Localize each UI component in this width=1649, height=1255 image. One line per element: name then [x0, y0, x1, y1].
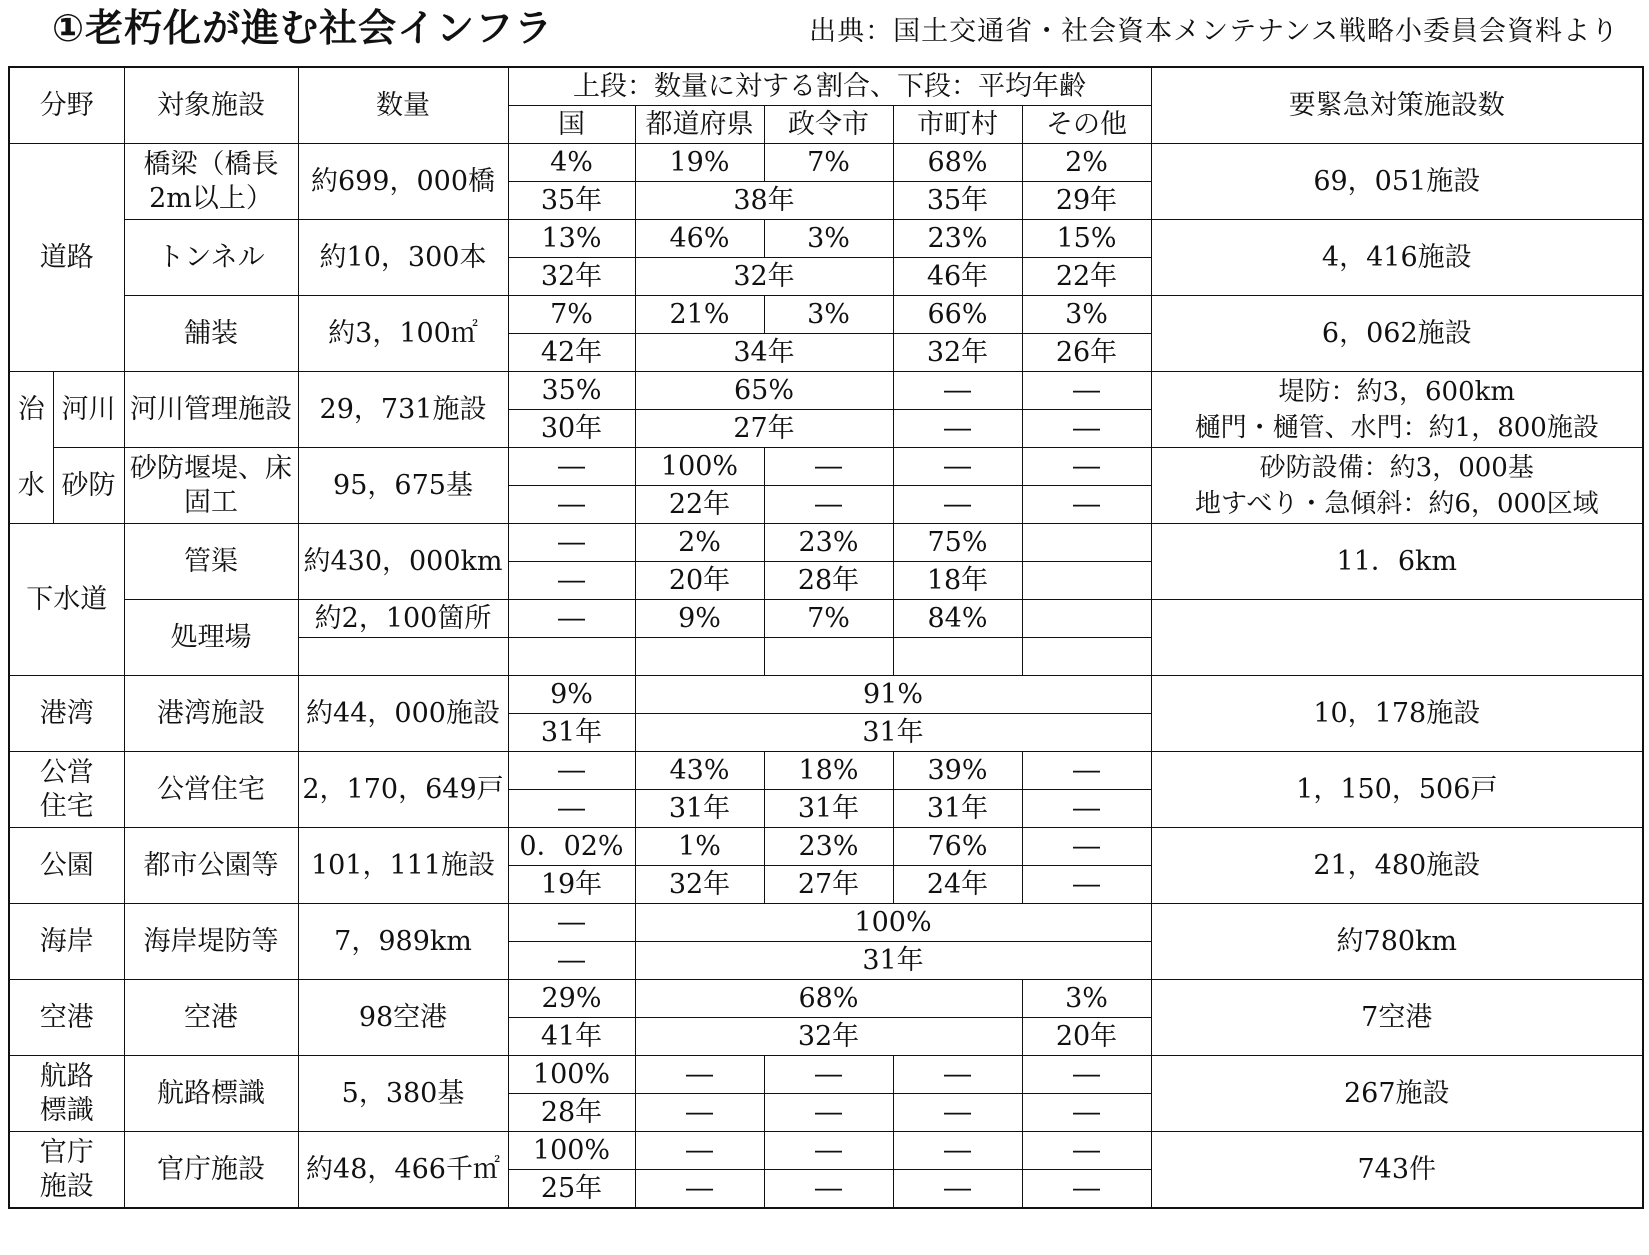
field-gov: 官庁施設 — [9, 1132, 124, 1209]
age-cell: 46年 — [893, 258, 1022, 296]
pct-cell: 3% — [764, 220, 893, 258]
empty-cell — [1022, 600, 1151, 638]
pct-cell: 0．02% — [508, 828, 635, 866]
age-cell: 28年 — [764, 562, 893, 600]
pct-cell: 100% — [508, 1056, 635, 1094]
pct-cell: 23% — [893, 220, 1022, 258]
pct-cell: ― — [635, 1132, 764, 1170]
pct-cell: 3% — [764, 296, 893, 334]
pct-cell: ― — [508, 448, 635, 486]
facility-plant: 処理場 — [124, 600, 298, 676]
facility-river: 河川管理施設 — [124, 372, 298, 448]
field-flood-control-1: 治 — [9, 372, 53, 448]
urgent-river-line-2: 樋門・樋管、水門：約1，800施設 — [1194, 412, 1599, 443]
pct-cell: ― — [893, 448, 1022, 486]
facility-port: 港湾施設 — [124, 676, 298, 752]
age-cell: ― — [1022, 790, 1151, 828]
urgent-navaid: 267施設 — [1151, 1056, 1643, 1132]
age-cell: ― — [1022, 410, 1151, 448]
urgent-river — [1151, 372, 1643, 448]
field-road: 道路 — [9, 144, 124, 372]
pct-cell: 7% — [764, 144, 893, 182]
pct-cell: 35% — [508, 372, 635, 410]
empty-cell — [1022, 524, 1151, 562]
age-cell: 22年 — [1022, 258, 1151, 296]
age-cell: ― — [1022, 1094, 1151, 1132]
age-cell: 42年 — [508, 334, 635, 372]
quantity-housing: 2，170，649戸 — [298, 752, 508, 828]
quantity-park: 101，111施設 — [298, 828, 508, 904]
pct-cell: ― — [764, 1132, 893, 1170]
field-river: 河川 — [53, 372, 124, 448]
empty-cell — [1022, 562, 1151, 600]
empty-cell — [635, 638, 764, 676]
field-navaid: 航路標識 — [9, 1056, 124, 1132]
pct-cell: ― — [1022, 372, 1151, 410]
urgent-housing: 1，150，506戸 — [1151, 752, 1643, 828]
age-cell: 24年 — [893, 866, 1022, 904]
facility-sabo: 砂防堰堤、床固工 — [124, 448, 298, 524]
pct-cell: ― — [508, 524, 635, 562]
pct-cell: ― — [1022, 448, 1151, 486]
facility-housing: 公営住宅 — [124, 752, 298, 828]
pct-cell: 3% — [1022, 296, 1151, 334]
pct-cell: 15% — [1022, 220, 1151, 258]
age-cell: ― — [764, 1170, 893, 1209]
pct-cell: 100% — [635, 448, 764, 486]
pct-cell: 21% — [635, 296, 764, 334]
quantity-pipe: 約430，000km — [298, 524, 508, 600]
header-facility: 対象施設 — [124, 67, 298, 144]
pct-cell: ― — [508, 600, 635, 638]
pct-cell: ― — [893, 1056, 1022, 1094]
pct-cell: 9% — [635, 600, 764, 638]
urgent-plant-empty — [1151, 600, 1643, 676]
infrastructure-table — [8, 66, 1644, 1209]
pct-cell: 76% — [893, 828, 1022, 866]
urgent-park: 21，480施設 — [1151, 828, 1643, 904]
age-cell: 19年 — [508, 866, 635, 904]
pct-cell: 43% — [635, 752, 764, 790]
quantity-bridge: 約699，000橋 — [298, 144, 508, 220]
header-designated-city: 政令市 — [764, 106, 893, 144]
urgent-coast: 約780km — [1151, 904, 1643, 980]
age-cell: ― — [635, 1170, 764, 1209]
age-cell: 20年 — [1022, 1018, 1151, 1056]
empty-cell — [764, 638, 893, 676]
pct-cell: 4% — [508, 144, 635, 182]
age-cell: 26年 — [1022, 334, 1151, 372]
source-note: 出典：国土交通省・社会資本メンテナンス戦略小委員会資料より — [809, 16, 1619, 47]
urgent-pavement: 6，062施設 — [1151, 296, 1643, 372]
pct-cell: 2% — [1022, 144, 1151, 182]
field-airport: 空港 — [9, 980, 124, 1056]
header — [0, 0, 1649, 60]
age-cell: 32年 — [508, 258, 635, 296]
pct-cell: ― — [764, 1056, 893, 1094]
header-other: その他 — [1022, 106, 1151, 144]
pct-cell: 84% — [893, 600, 1022, 638]
quantity-coast: 7，989km — [298, 904, 508, 980]
pct-cell: ― — [1022, 1132, 1151, 1170]
quantity-river: 29，731施設 — [298, 372, 508, 448]
age-cell: 22年 — [635, 486, 764, 524]
age-cell: 41年 — [508, 1018, 635, 1056]
age-cell: ― — [1022, 486, 1151, 524]
quantity-airport: 98空港 — [298, 980, 508, 1056]
age-cell: 34年 — [635, 334, 893, 372]
field-housing: 公営住宅 — [9, 752, 124, 828]
pct-cell: 39% — [893, 752, 1022, 790]
facility-pavement: 舗装 — [124, 296, 298, 372]
age-cell: ― — [508, 790, 635, 828]
age-cell: 32年 — [635, 866, 764, 904]
pct-cell: 2% — [635, 524, 764, 562]
field-flood-control-2: 水 — [9, 448, 53, 524]
pct-cell: 29% — [508, 980, 635, 1018]
pct-cell: ― — [1022, 752, 1151, 790]
pct-cell: 7% — [508, 296, 635, 334]
age-cell: 32年 — [635, 1018, 1022, 1056]
age-cell: 32年 — [635, 258, 893, 296]
pct-cell: 100% — [635, 904, 1151, 942]
pct-cell: 19% — [635, 144, 764, 182]
age-cell: 35年 — [508, 182, 635, 220]
quantity-plant: 約2，100箇所 — [298, 600, 508, 638]
age-cell: ― — [764, 1094, 893, 1132]
page-title: ①老朽化が進む社会インフラ — [52, 6, 554, 50]
age-cell: 31年 — [508, 714, 635, 752]
pct-cell: ― — [635, 1056, 764, 1094]
age-cell: ― — [893, 486, 1022, 524]
pct-cell: 100% — [508, 1132, 635, 1170]
facility-tunnel: トンネル — [124, 220, 298, 296]
facility-gov: 官庁施設 — [124, 1132, 298, 1209]
urgent-airport: 7空港 — [1151, 980, 1643, 1056]
empty-cell — [1022, 638, 1151, 676]
age-cell: ― — [508, 486, 635, 524]
age-cell: 18年 — [893, 562, 1022, 600]
age-cell: 31年 — [635, 942, 1151, 980]
pct-cell: 65% — [635, 372, 893, 410]
pct-cell: ― — [508, 752, 635, 790]
age-cell: 31年 — [764, 790, 893, 828]
age-cell: 20年 — [635, 562, 764, 600]
age-cell: ― — [893, 1094, 1022, 1132]
pct-cell: 7% — [764, 600, 893, 638]
age-cell: ― — [764, 486, 893, 524]
empty-cell — [298, 638, 508, 676]
quantity-sabo: 95，675基 — [298, 448, 508, 524]
pct-cell: ― — [508, 904, 635, 942]
urgent-sabo-line-2: 地すべり・急傾斜：約6，000区域 — [1194, 488, 1599, 519]
header-ratio-note: 上段：数量に対する割合、下段：平均年齢 — [508, 67, 1151, 106]
facility-coast: 海岸堤防等 — [124, 904, 298, 980]
age-cell: ― — [1022, 1170, 1151, 1209]
urgent-bridge: 69，051施設 — [1151, 144, 1643, 220]
age-cell: 31年 — [893, 790, 1022, 828]
age-cell: 30年 — [508, 410, 635, 448]
header-quantity: 数量 — [298, 67, 508, 144]
pct-cell: 75% — [893, 524, 1022, 562]
quantity-tunnel: 約10，300本 — [298, 220, 508, 296]
pct-cell: 23% — [764, 828, 893, 866]
age-cell: 29年 — [1022, 182, 1151, 220]
age-cell: ― — [508, 562, 635, 600]
pct-cell: 13% — [508, 220, 635, 258]
field-port: 港湾 — [9, 676, 124, 752]
age-cell: 31年 — [635, 790, 764, 828]
pct-cell: ― — [764, 448, 893, 486]
age-cell: 32年 — [893, 334, 1022, 372]
pct-cell: 66% — [893, 296, 1022, 334]
urgent-river-line-1: 堤防：約3，600km — [1278, 376, 1516, 407]
pct-cell: ― — [1022, 1056, 1151, 1094]
age-cell: ― — [635, 1094, 764, 1132]
header-urgent: 要緊急対策施設数 — [1151, 67, 1643, 144]
facility-navaid: 航路標識 — [124, 1056, 298, 1132]
age-cell: 35年 — [893, 182, 1022, 220]
pct-cell: 23% — [764, 524, 893, 562]
field-coast: 海岸 — [9, 904, 124, 980]
facility-bridge: 橋梁（橋長2m以上） — [124, 144, 298, 220]
pct-cell: 18% — [764, 752, 893, 790]
pct-cell: ― — [893, 372, 1022, 410]
pct-cell: ― — [1022, 828, 1151, 866]
quantity-gov: 約48，466千㎡ — [298, 1132, 508, 1209]
header-field: 分野 — [9, 67, 124, 144]
age-cell: 28年 — [508, 1094, 635, 1132]
quantity-port: 約44，000施設 — [298, 676, 508, 752]
facility-park: 都市公園等 — [124, 828, 298, 904]
age-cell: 38年 — [635, 182, 893, 220]
urgent-sabo — [1151, 448, 1643, 524]
header-national: 国 — [508, 106, 635, 144]
facility-pipe: 管渠 — [124, 524, 298, 600]
age-cell: ― — [508, 942, 635, 980]
pct-cell: 1% — [635, 828, 764, 866]
pct-cell: 68% — [635, 980, 1022, 1018]
field-park: 公園 — [9, 828, 124, 904]
quantity-pavement: 約3，100㎡ — [298, 296, 508, 372]
field-sewer: 下水道 — [9, 524, 124, 676]
urgent-pipe: 11．6km — [1151, 524, 1643, 600]
urgent-sabo-line-1: 砂防設備：約3，000基 — [1259, 452, 1534, 483]
age-cell: ― — [893, 1170, 1022, 1209]
age-cell: 27年 — [635, 410, 893, 448]
facility-airport: 空港 — [124, 980, 298, 1056]
empty-cell — [893, 638, 1022, 676]
pct-cell: 91% — [635, 676, 1151, 714]
header-prefecture: 都道府県 — [635, 106, 764, 144]
pct-cell: 46% — [635, 220, 764, 258]
empty-cell — [508, 638, 635, 676]
header-municipality: 市町村 — [893, 106, 1022, 144]
age-cell: 31年 — [635, 714, 1151, 752]
age-cell: 25年 — [508, 1170, 635, 1209]
quantity-navaid: 5，380基 — [298, 1056, 508, 1132]
field-sabo: 砂防 — [53, 448, 124, 524]
age-cell: 27年 — [764, 866, 893, 904]
urgent-port: 10，178施設 — [1151, 676, 1643, 752]
pct-cell: 68% — [893, 144, 1022, 182]
age-cell: ― — [893, 410, 1022, 448]
pct-cell: 3% — [1022, 980, 1151, 1018]
urgent-tunnel: 4，416施設 — [1151, 220, 1643, 296]
pct-cell: 9% — [508, 676, 635, 714]
pct-cell: ― — [893, 1132, 1022, 1170]
urgent-gov: 743件 — [1151, 1132, 1643, 1209]
age-cell: ― — [1022, 866, 1151, 904]
